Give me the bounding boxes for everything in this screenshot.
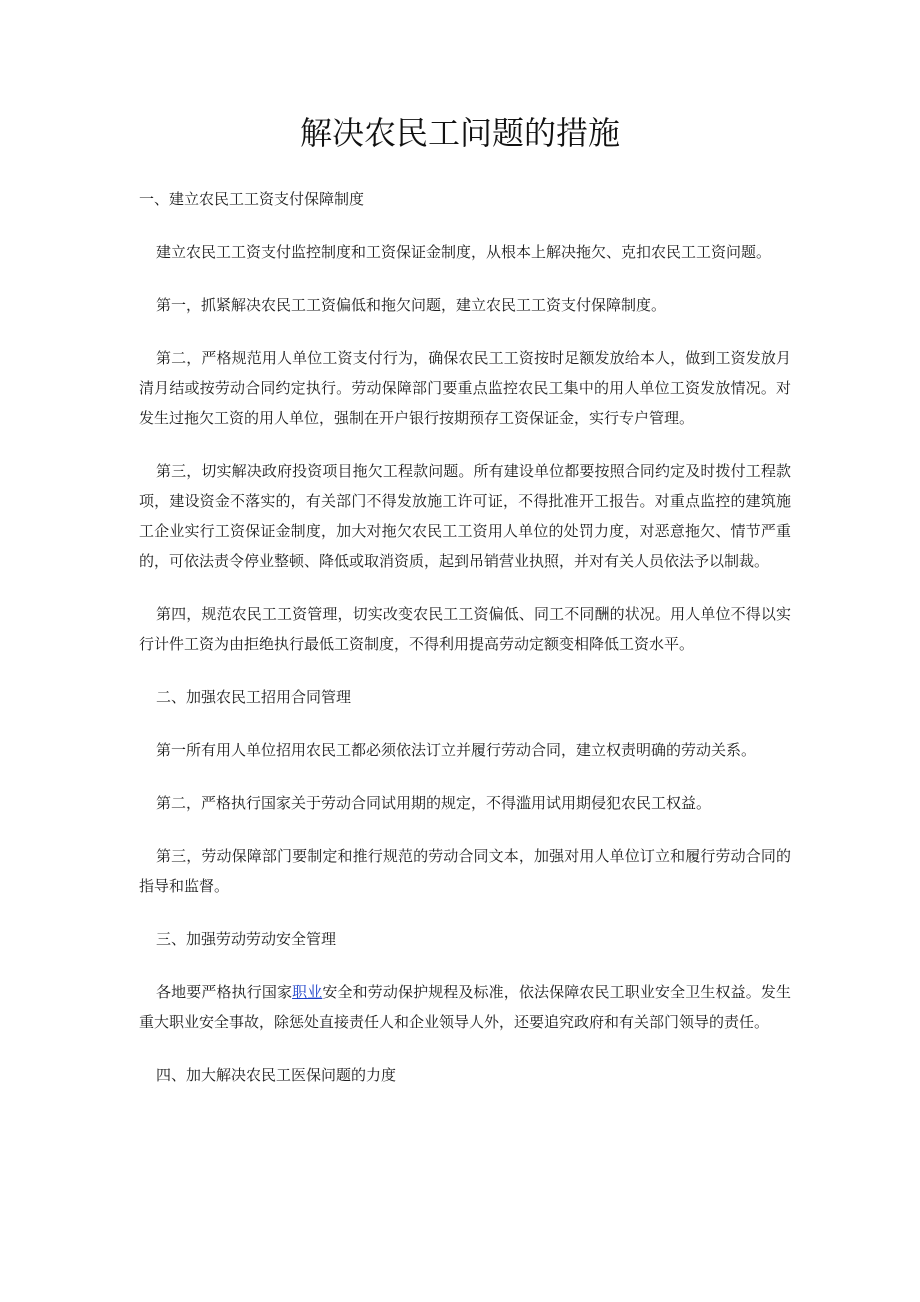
page-title: 解决农民工问题的措施 bbox=[299, 114, 620, 152]
section-heading-4: 四、加大解决农民工医保问题的力度 bbox=[156, 1066, 397, 1084]
section-heading-3: 三、加强劳动劳动安全管理 bbox=[156, 930, 337, 948]
paragraph bbox=[139, 977, 791, 1037]
paragraph: 第二，严格规范用人单位工资支付行为，确保农民工工资按时足额发放给本人，做到工资发放月清月结或按劳动合同约定执行。劳动保障部门要重点监控农民工集中的用人单位工资发放情况。对发生过拖欠工资的用人单位，强制在开户银行按期预存工资保证金，实行专户管理。 bbox=[139, 349, 791, 427]
paragraph: 第一，抓紧解决农民工工资偏低和拖欠问题，建立农民工工资支付保障制度。 bbox=[156, 296, 667, 314]
paragraph: 第一所有用人单位招用农民工都必须依法订立并履行劳动合同，建立权责明确的劳动关系。 bbox=[156, 741, 757, 759]
paragraph: 第三，劳动保障部门要制定和推行规范的劳动合同文本，加强对用人单位订立和履行劳动合同的指导和监督。 bbox=[139, 847, 791, 895]
paragraph: 第四，规范农民工工资管理，切实改变农民工工资偏低、同工不同酬的状况。用人单位不得以实行计件工资为由拒绝执行最低工资制度，不得利用提高劳动定额变相降低工资水平。 bbox=[139, 605, 791, 653]
section-heading-1: 一、建立农民工工资支付保障制度 bbox=[139, 190, 365, 208]
occupation-link[interactable]: 职业 bbox=[292, 983, 323, 1001]
paragraph: 建立农民工工资支付监控制度和工资保证金制度，从根本上解决拖欠、克扣农民工工资问题。 bbox=[156, 243, 772, 261]
paragraph-text-after-link: 安全和劳动保护规程及标准，依法保障农民工职业安全卫生权益。发生重大职业安全事故，除惩处直接责任人和企业领导人外，还要追究政府和有关部门领导的责任。 bbox=[139, 983, 791, 1031]
section-heading-2: 二、加强农民工招用合同管理 bbox=[156, 688, 352, 706]
document-body bbox=[139, 184, 791, 1113]
paragraph: 第二，严格执行国家关于劳动合同试用期的规定，不得滥用试用期侵犯农民工权益。 bbox=[156, 794, 712, 812]
paragraph-text-before-link: 各地要严格执行国家 bbox=[156, 983, 293, 1001]
paragraph: 第三，切实解决政府投资项目拖欠工程款问题。所有建设单位都要按照合同约定及时拨付工程款项，建设资金不落实的，有关部门不得发放施工许可证，不得批准开工报告。对重点监控的建筑施工企业实行工资保证金制度，加大对拖欠农民工工资用人单位的处罚力度，对恶意拖欠、情节严重的，可依法责令停业整顿、降低或取消资质，起到吊销营业执照，并对有关人员依法予以制裁。 bbox=[139, 462, 791, 570]
